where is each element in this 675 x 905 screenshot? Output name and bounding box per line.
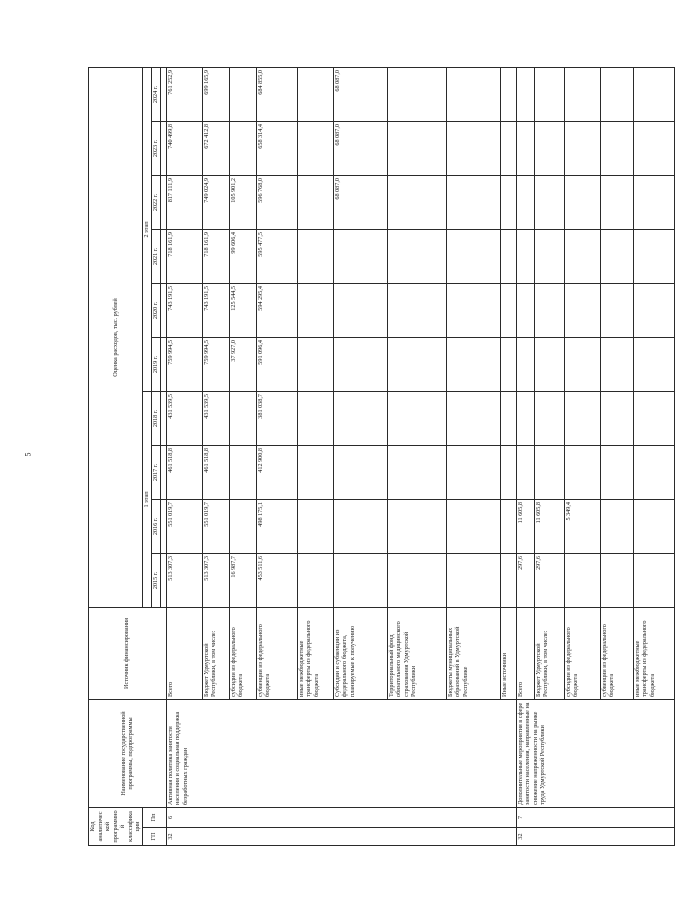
value-cell xyxy=(534,283,564,337)
value-cell xyxy=(564,391,600,445)
header-row-1 xyxy=(89,67,143,845)
value-cell: 591 096,4 xyxy=(256,337,297,391)
value-cell xyxy=(387,121,446,175)
value-cell xyxy=(534,337,564,391)
value-cell: 297,6 xyxy=(516,553,534,607)
value-cell: 749 024,9 xyxy=(202,175,229,229)
source-cell: иные межбюджетные трансферты из федерального бюджета xyxy=(633,607,674,699)
header-program-name: Наименование государственной программы, подпрограммы xyxy=(89,699,167,807)
value-cell xyxy=(297,391,333,445)
value-cell xyxy=(600,391,633,445)
value-cell: 759 994,5 xyxy=(202,337,229,391)
value-cell xyxy=(564,121,600,175)
value-cell: 513 307,3 xyxy=(166,553,202,607)
program-name-cell: Дополнительные мероприятия в сфере занятости населения, направленные на снижение напряженности на рынке труда Удмуртской Республики xyxy=(516,699,674,807)
value-cell xyxy=(633,121,674,175)
value-cell xyxy=(600,553,633,607)
pp-code-cell: 7 xyxy=(516,807,674,827)
value-cell: 817 111,9 xyxy=(166,175,202,229)
value-cell: 718 161,9 xyxy=(166,229,202,283)
value-cell: 381 038,7 xyxy=(256,391,297,445)
value-cell xyxy=(333,283,387,337)
header-year: 2024 г. xyxy=(151,67,160,121)
value-cell xyxy=(564,337,600,391)
value-cell xyxy=(600,175,633,229)
value-cell xyxy=(229,499,256,553)
value-cell xyxy=(564,67,600,121)
value-cell: 761 252,9 xyxy=(166,67,202,121)
value-cell xyxy=(600,67,633,121)
value-cell xyxy=(633,553,674,607)
value-cell xyxy=(446,229,500,283)
value-cell: 453 511,6 xyxy=(256,553,297,607)
value-cell: 37 927,0 xyxy=(229,337,256,391)
value-cell xyxy=(446,499,500,553)
value-cell: 68 087,0 xyxy=(333,175,387,229)
value-cell xyxy=(516,175,534,229)
value-cell xyxy=(333,445,387,499)
value-cell xyxy=(387,283,446,337)
value-cell xyxy=(600,499,633,553)
value-cell: 16 987,7 xyxy=(229,553,256,607)
value-cell xyxy=(564,553,600,607)
value-cell: 498 175,1 xyxy=(256,499,297,553)
value-cell: 743 191,5 xyxy=(166,283,202,337)
value-cell: 684 855,0 xyxy=(256,67,297,121)
value-cell xyxy=(297,175,333,229)
value-cell xyxy=(600,445,633,499)
value-cell xyxy=(333,391,387,445)
value-cell: 11 605,8 xyxy=(516,499,534,553)
value-cell xyxy=(600,229,633,283)
value-cell xyxy=(297,283,333,337)
value-cell xyxy=(333,553,387,607)
value-cell xyxy=(333,499,387,553)
source-cell: иные межбюджетные трансферты из федерального бюджета xyxy=(297,607,333,699)
value-cell xyxy=(633,67,674,121)
source-cell: субвенции из федерального бюджета xyxy=(600,607,633,699)
source-cell: Бюджет Удмуртской Республики, в том числе: xyxy=(202,607,229,699)
value-cell: 125 544,5 xyxy=(229,283,256,337)
value-cell: 718 161,9 xyxy=(202,229,229,283)
value-cell xyxy=(387,553,446,607)
value-cell xyxy=(633,175,674,229)
value-cell xyxy=(516,445,534,499)
value-cell: 461 518,8 xyxy=(166,445,202,499)
value-cell xyxy=(500,553,516,607)
value-cell xyxy=(446,283,500,337)
header-source: Источник финансирования xyxy=(89,607,167,699)
value-cell xyxy=(387,445,446,499)
value-cell xyxy=(600,121,633,175)
value-cell: 699 165,9 xyxy=(202,67,229,121)
table-body xyxy=(89,67,675,845)
value-cell xyxy=(500,175,516,229)
value-cell xyxy=(516,229,534,283)
pp-code-cell: 6 xyxy=(166,807,516,827)
value-cell: 594 295,4 xyxy=(256,283,297,337)
value-cell xyxy=(500,499,516,553)
header-pp: Пп xyxy=(142,807,166,827)
source-cell: субвенции из федерального бюджета xyxy=(256,607,297,699)
value-cell xyxy=(446,553,500,607)
value-cell xyxy=(534,229,564,283)
value-cell: 551 019,7 xyxy=(202,499,229,553)
value-cell xyxy=(446,67,500,121)
header-code: Код аналитической программной классификации xyxy=(89,807,143,845)
source-cell: Всего xyxy=(516,607,534,699)
value-cell xyxy=(297,229,333,283)
source-cell: Бюджет Удмуртской Республики, в том числе: xyxy=(534,607,564,699)
value-cell xyxy=(633,391,674,445)
gp-code-cell: 32 xyxy=(166,828,516,846)
value-cell xyxy=(564,175,600,229)
program-name-cell: Активная политика занятости населения и социальная поддержка безработных граждан xyxy=(166,699,516,807)
header-gp: ГП xyxy=(142,828,166,846)
value-cell xyxy=(500,67,516,121)
value-cell xyxy=(534,175,564,229)
value-cell xyxy=(333,337,387,391)
value-cell xyxy=(387,337,446,391)
value-cell: 412 900,8 xyxy=(256,445,297,499)
value-cell xyxy=(333,229,387,283)
value-cell xyxy=(500,445,516,499)
value-cell: 297,6 xyxy=(534,553,564,607)
value-cell: 99 606,4 xyxy=(229,229,256,283)
value-cell xyxy=(534,391,564,445)
header-year: 2015 г. xyxy=(151,553,160,607)
value-cell: 759 994,5 xyxy=(166,337,202,391)
table-row xyxy=(516,67,534,845)
header-stage-1: 1 этап xyxy=(142,391,151,607)
source-cell: субсидии из федерального бюджета xyxy=(564,607,600,699)
expenses-table xyxy=(88,67,675,846)
value-cell xyxy=(633,499,674,553)
value-cell xyxy=(633,229,674,283)
value-cell xyxy=(500,391,516,445)
value-cell xyxy=(534,67,564,121)
table-row xyxy=(166,67,202,845)
value-cell xyxy=(387,499,446,553)
value-cell: 68 087,0 xyxy=(333,67,387,121)
value-cell xyxy=(297,337,333,391)
value-cell xyxy=(516,67,534,121)
value-cell xyxy=(297,499,333,553)
header-stage-2: 2 этап xyxy=(142,67,151,391)
header-year: 2023 г. xyxy=(151,121,160,175)
value-cell xyxy=(387,391,446,445)
value-cell xyxy=(229,445,256,499)
value-cell xyxy=(387,175,446,229)
source-cell: Территориальный фонд обязательного медицинского страхования Удмуртской Республики xyxy=(387,607,446,699)
source-cell: Всего xyxy=(166,607,202,699)
value-cell xyxy=(297,445,333,499)
value-cell xyxy=(446,121,500,175)
value-cell: 513 307,3 xyxy=(202,553,229,607)
value-cell xyxy=(446,175,500,229)
value-cell xyxy=(600,337,633,391)
value-cell xyxy=(500,337,516,391)
value-cell xyxy=(600,283,633,337)
value-cell: 431 539,5 xyxy=(202,391,229,445)
value-cell: 431 539,5 xyxy=(166,391,202,445)
value-cell xyxy=(297,553,333,607)
value-cell xyxy=(229,67,256,121)
value-cell xyxy=(500,121,516,175)
value-cell: 743 191,5 xyxy=(202,283,229,337)
value-cell xyxy=(516,121,534,175)
value-cell: 105 901,2 xyxy=(229,175,256,229)
header-year: 2018 г. xyxy=(151,391,160,445)
header-year: 2020 г. xyxy=(151,283,160,337)
rotated-table-wrapper xyxy=(88,68,660,846)
header-estimate: Оценка расходов, тыс. рублей xyxy=(89,67,143,607)
value-cell: 551 019,7 xyxy=(166,499,202,553)
value-cell xyxy=(534,445,564,499)
value-cell xyxy=(387,67,446,121)
value-cell xyxy=(564,229,600,283)
value-cell: 461 518,8 xyxy=(202,445,229,499)
value-cell xyxy=(297,121,333,175)
value-cell xyxy=(229,121,256,175)
value-cell xyxy=(516,391,534,445)
value-cell: 672 412,8 xyxy=(202,121,229,175)
value-cell xyxy=(564,445,600,499)
value-cell xyxy=(297,67,333,121)
header-year: 2016 г. xyxy=(151,499,160,553)
value-cell xyxy=(633,445,674,499)
value-cell xyxy=(446,445,500,499)
source-cell: Иные источники xyxy=(500,607,516,699)
source-cell: субсидии из федерального бюджета xyxy=(229,607,256,699)
value-cell xyxy=(446,337,500,391)
gp-code-cell: 32 xyxy=(516,828,674,846)
source-cell: Субсидии и субвенции из федерального бюджета, планируемые к получению xyxy=(333,607,387,699)
header-year: 2022 г. xyxy=(151,175,160,229)
value-cell xyxy=(516,337,534,391)
value-cell xyxy=(387,229,446,283)
value-cell xyxy=(500,283,516,337)
value-cell xyxy=(500,229,516,283)
value-cell: 5 349,4 xyxy=(564,499,600,553)
value-cell: 740 499,8 xyxy=(166,121,202,175)
value-cell xyxy=(633,337,674,391)
page-number: 5 xyxy=(23,452,33,457)
value-cell xyxy=(446,391,500,445)
value-cell xyxy=(633,283,674,337)
value-cell: 11 605,8 xyxy=(534,499,564,553)
value-cell: 658 314,4 xyxy=(256,121,297,175)
header-year: 2021 г. xyxy=(151,229,160,283)
value-cell xyxy=(564,283,600,337)
header-year: 2017 г. xyxy=(151,445,160,499)
value-cell xyxy=(516,283,534,337)
source-cell: Бюджеты муниципальных образований в Удмуртской Республике xyxy=(446,607,500,699)
value-cell xyxy=(229,391,256,445)
header-year: 2019 г. xyxy=(151,337,160,391)
value-cell: 595 477,5 xyxy=(256,229,297,283)
value-cell xyxy=(534,121,564,175)
value-cell: 68 087,0 xyxy=(333,121,387,175)
value-cell: 596 768,0 xyxy=(256,175,297,229)
